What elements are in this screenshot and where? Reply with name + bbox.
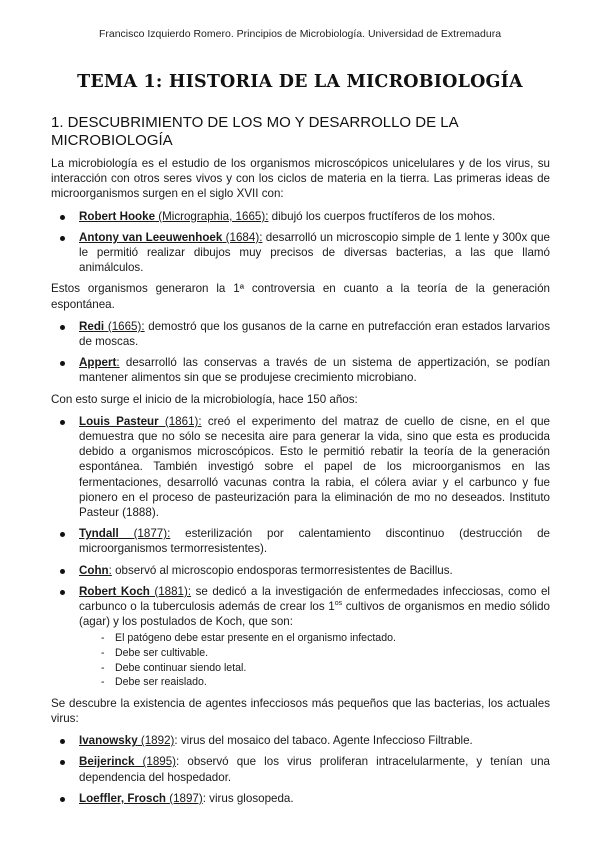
scientist-date: (1895) [134,755,177,769]
list-item [51,754,550,784]
list-item [51,733,550,748]
early-scientists-list [51,209,550,276]
scientist-name: Beijerinck [79,755,135,769]
postulate-item: - El patógeno debe estar presente en el organismo infectado. [101,631,550,646]
postulate-item: - Debe ser reaislado. [101,675,550,690]
controversy-paragraph: Estos organismos generaron la 1ª controversia en cuanto a la teoría de la generación espontánea. [51,282,550,311]
list-item [51,584,550,690]
scientist-date: : [108,563,112,577]
scientist-name: Robert Koch [79,584,150,598]
scientist-date: (1665): [104,319,145,333]
scientist-date: (Micrographia, 1665): [155,209,269,223]
postulate-item: - Debe ser cultivable. [101,646,550,661]
document-body [51,114,550,812]
scientist-date: (1897) [165,791,203,805]
scientist-name: Redi [79,319,105,333]
founders-list [51,414,550,690]
section-heading: 1. DESCUBRIMIENTO DE LOS MO Y DESARROLLO DE LA MICROBIOLOGÍA [51,114,458,149]
scientist-description: desarrolló las conservas a través de un sistema de appertización, se podían mantener alimentos sin que se produjese crecimiento microbiano. [79,356,550,385]
scientist-name: Cohn [79,563,109,577]
scientist-description: : observó que los virus proliferan intracelularmente, y tenían una dependencia del hospedador. [79,755,550,784]
scientist-name: Ivanowsky [79,734,138,748]
spontaneous-generation-list [51,319,550,386]
scientist-name: Loeffler, Frosch [79,791,166,805]
scientist-description: : virus glosopeda. [202,791,294,805]
scientist-description: dibujó los cuerpos fructíferos de los mohos. [268,209,496,223]
scientist-name: Antony van Leeuwenhoek [79,230,223,244]
virus-paragraph: Se descubre la existencia de agentes infecciosos más pequeños que las bacterias, los actuales virus: [51,696,550,726]
virus-discoverers-list [51,733,550,806]
scientist-date: (1861): [158,414,202,428]
scientist-description: demostró que los gusanos de la carne en putrefacción eran estados larvarios de moscas. [79,319,550,349]
list-item [51,791,550,806]
postulate-item: - Debe continuar siendo letal. [101,661,550,676]
scientist-description: : virus del mosaico del tabaco. Agente Infeccioso Filtrable. [174,734,473,748]
scientist-date: (1892) [137,734,175,748]
scientist-name: Louis Pasteur [79,414,159,428]
origin-paragraph: Con esto surge el inicio de la microbiología, hace 150 años: [51,392,358,406]
scientist-date: (1684): [222,230,263,244]
scientist-description: creó el experimento del matraz de cuello de cisne, en el que demuestra que no sólo se necesita aire para generar la vida, sino que esta es producida debido a organismos microscópicos. Esto le permitió rebatir la teoría de la generación espontánea. También investigó sobre el papel de los microorganismos en las fermentaciones, desarrolló vacunas contra la rabia, el cólera aviar y el carbunco y fue pionero en el proceso de pasteurización para la eliminación de mo no deseados. Instituto Pasteur (1888). [79,414,550,520]
scientist-name: Tyndall [79,527,119,541]
koch-postulates-list [79,631,550,689]
list-item [51,355,550,385]
page-header: Francisco Izquierdo Romero. Principios de Microbiología. Universidad de Extremadura [98,28,502,40]
scientist-date: (1877): [118,527,171,541]
scientist-date: (1881): [149,584,192,598]
list-item [51,526,550,556]
scientist-description: se dedicó a la investigación de enfermedades infecciosas, como el carbunco o la tuberculosis además de crear los 1 [79,584,550,614]
scientist-description-cont: cultivos de organismos en medio sólido (agar) y los postulados de Koch, que son: [79,600,550,629]
scientist-description: observó al microscopio endosporas termorresistentes de Bacillus. [111,563,453,577]
scientist-description: esterilización por calentamiento discontinuo (destrucción de microorganismos termorresistentes). [79,527,550,556]
scientist-description: desarrolló un microscopio simple de 1 lente y 300x que le permitió realizar dibujos muy precisos de diversas bacterias, a las que llamó animálculos. [79,230,550,275]
list-item [51,563,550,578]
list-item [51,209,550,224]
scientist-date: : [116,356,120,370]
scientist-name: Appert [79,356,117,370]
list-item [51,319,550,349]
ordinal-suffix: os [334,600,343,608]
intro-paragraph: La microbiología es el estudio de los organismos microscópicos unicelulares y de los virus, su interacción con otros seres vivos y con los ciclos de materia en la tierra. Las primeras ideas de microorganismos surgen en el siglo XVII con: [51,157,550,201]
list-item [51,414,550,520]
scientist-name: Robert Hooke [79,209,156,223]
list-item [51,230,550,276]
page-title: TEMA 1: HISTORIA DE LA MICROBIOLOGÍA [77,72,523,92]
